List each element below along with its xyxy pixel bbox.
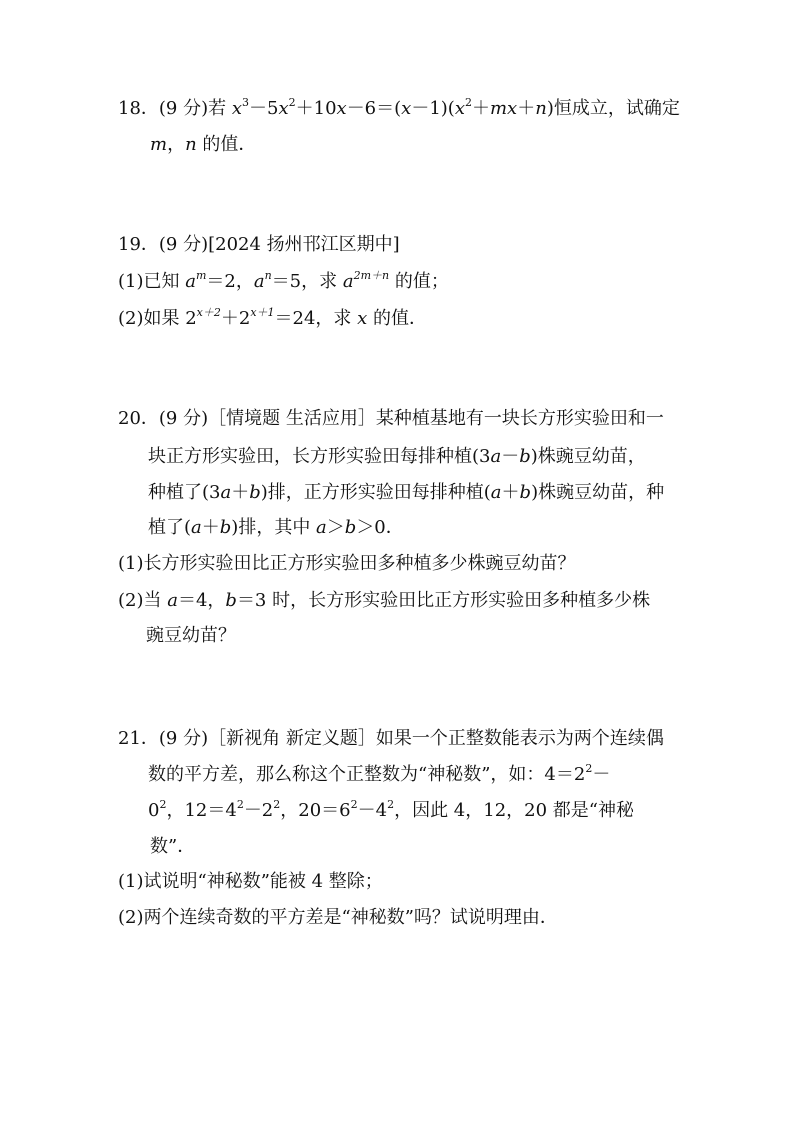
q20-line-4	[148, 516, 404, 540]
text-run: n	[185, 134, 197, 155]
text-run: ＝2，	[206, 271, 254, 292]
text-run: ＝3 时，长方形实验田比正方形实验田多种植多少株	[236, 590, 651, 611]
text-run: ＝24，求	[274, 308, 358, 329]
text-run: －2	[243, 800, 274, 821]
q21-part-1	[118, 870, 383, 894]
q19-line-1	[118, 233, 400, 257]
q21-line-1-text	[208, 728, 664, 749]
text-run: m	[150, 134, 168, 155]
q21-line-3	[148, 799, 634, 823]
text-run: ＝5，求	[271, 271, 343, 292]
superscript: x＋1	[250, 306, 275, 319]
text-run: a	[253, 271, 265, 292]
text-run: (1)长方形实验田比正方形实验田多种植多少株豌豆幼苗？	[118, 553, 576, 574]
text-run: －	[501, 446, 520, 467]
text-run: x	[454, 98, 465, 119]
q21-line-1	[118, 727, 664, 751]
text-run: －	[592, 764, 611, 785]
text-run: －4	[357, 800, 388, 821]
text-run: b	[225, 590, 237, 611]
text-run: a	[167, 590, 178, 611]
text-run: ［新视角 新定义题］如果一个正整数能表示为两个连续偶	[208, 728, 664, 749]
text-run: b	[344, 517, 357, 538]
q20-line-3	[148, 481, 664, 505]
q19-source: [2024 扬州邗江区期中]	[208, 234, 400, 255]
text-run: ＞	[326, 517, 345, 538]
text-run: x	[401, 98, 412, 119]
text-run: a	[191, 517, 202, 538]
text-run: mx	[489, 98, 518, 119]
text-run: ，20＝6	[280, 800, 351, 821]
q20-line-1-text	[208, 408, 664, 429]
text-run: 的值．	[196, 134, 257, 155]
superscript: 2	[464, 96, 472, 109]
q20-part-1	[118, 552, 576, 576]
q21-part-2	[118, 906, 558, 930]
q21-line-4	[150, 835, 195, 859]
text-run: a	[185, 271, 196, 292]
text-run: ［情境题 生活应用］某种植基地有一块长方形实验田和一	[208, 408, 664, 429]
text-run: 种植了(3	[148, 482, 221, 503]
text-run: ＋	[517, 98, 536, 119]
q18-line-1	[118, 97, 680, 121]
text-run: ，12＝4	[166, 800, 237, 821]
text-run: ＝4，	[177, 590, 226, 611]
text-run: b	[219, 517, 232, 538]
superscript: 2	[273, 798, 281, 811]
text-run: ＋2	[220, 308, 251, 329]
superscript: m	[195, 269, 207, 282]
text-run: (2)两个连续奇数的平方差是“神秘数”吗？试说明理由．	[118, 907, 558, 928]
q18-label: 18．(9 分)	[118, 98, 209, 119]
text-run: ＋	[471, 98, 490, 119]
q20-line-2	[148, 445, 646, 469]
text-run: )株豌豆幼苗，	[530, 446, 646, 467]
text-run: x	[357, 308, 368, 329]
text-run: (1)试说明“神秘数”能被 4 整除；	[118, 871, 383, 892]
text-run: 0	[148, 800, 160, 821]
text-run: a	[220, 482, 232, 503]
q19-part-1	[118, 270, 449, 294]
text-run: a	[490, 446, 502, 467]
text-run: ＋	[201, 517, 220, 538]
text-run: a	[316, 517, 327, 538]
text-run: (2)如果 2	[118, 308, 197, 329]
text-run: )排，正方形实验田每排种植(	[260, 482, 491, 503]
text-run: ＋	[231, 482, 250, 503]
superscript: 3	[242, 96, 250, 109]
text-run: (2)当	[118, 590, 168, 611]
text-run: 若	[208, 98, 232, 119]
q19-part-2	[118, 307, 427, 331]
text-run: ＞0．	[356, 517, 404, 538]
text-run: x	[278, 98, 289, 119]
q20-label: 20．(9 分)	[118, 408, 209, 429]
text-run: －1)(	[411, 98, 455, 119]
text-run: 的值；	[389, 271, 449, 292]
q21-line-2	[148, 763, 610, 787]
q20-line-1	[118, 407, 664, 431]
text-run: 数的平方差，那么称这个正整数为“神秘数”，如：4＝2	[148, 764, 586, 785]
text-run: －5	[249, 98, 279, 119]
superscript: 2m＋n	[353, 269, 390, 282]
text-run: a	[490, 482, 502, 503]
text-run: ，	[167, 134, 186, 155]
text-run: )排，其中	[231, 517, 317, 538]
text-run: b	[519, 446, 531, 467]
superscript: 2	[236, 798, 244, 811]
text-run: ＋	[501, 482, 520, 503]
text-run: b	[249, 482, 261, 503]
text-run: 的值．	[367, 308, 428, 329]
text-run: (1)已知	[118, 271, 186, 292]
text-run: －6＝(	[346, 98, 402, 119]
text-run: x	[336, 98, 347, 119]
text-run: 植了(	[148, 517, 192, 538]
text-run: 块正方形实验田，长方形实验田每排种植(3	[148, 446, 491, 467]
text-run: )株豌豆幼苗，种	[531, 482, 665, 503]
q18-line-2	[150, 133, 256, 157]
superscript: 2	[387, 798, 395, 811]
text-run: 豌豆幼苗？	[146, 625, 236, 646]
text-run: 数”．	[150, 836, 196, 857]
text-run: ＋10	[295, 98, 337, 119]
text-run: ，因此 4，12，20 都是“神秘	[394, 800, 634, 821]
text-run: b	[519, 482, 532, 503]
superscript: 2	[159, 798, 167, 811]
text-run: a	[342, 271, 354, 292]
superscript: 2	[350, 798, 358, 811]
q18-body	[208, 98, 680, 119]
superscript: 2	[585, 762, 593, 775]
superscript: 2	[288, 96, 296, 109]
q21-label: 21．(9 分)	[118, 728, 209, 749]
text-run: )恒成立，试确定	[546, 98, 680, 119]
text-run: x	[231, 98, 243, 119]
q20-part-2-cont	[146, 624, 236, 648]
q20-part-2	[118, 589, 650, 613]
superscript: n	[264, 269, 272, 282]
superscript: x＋2	[196, 306, 221, 319]
text-run: n	[535, 98, 547, 119]
q19-label: 19．(9 分)	[118, 234, 209, 255]
